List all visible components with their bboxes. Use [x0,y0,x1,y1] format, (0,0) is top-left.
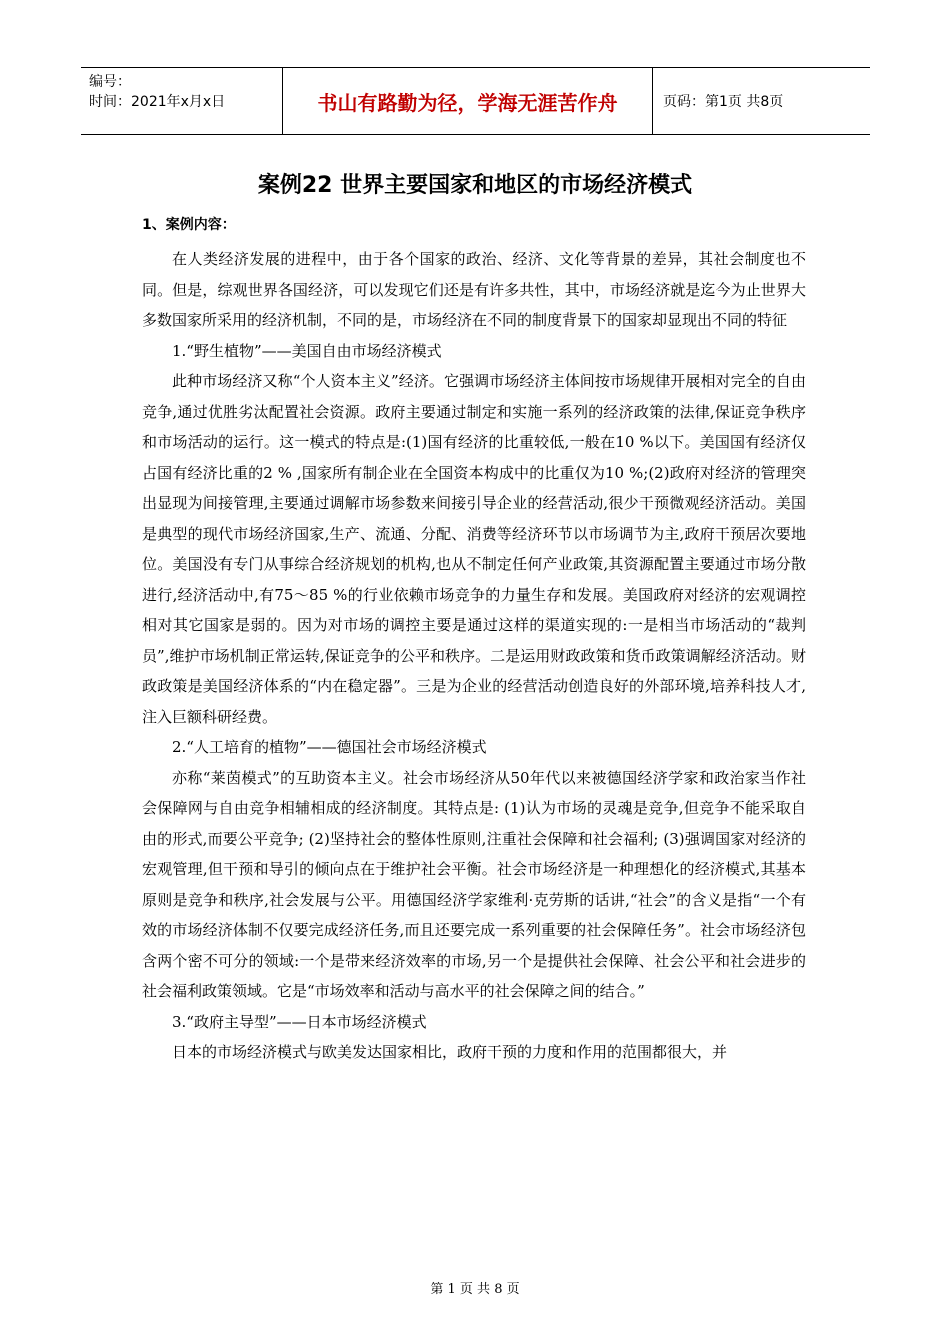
motto-text: 书山有路勤为径，学海无涯苦作舟 [317,90,618,115]
motto-cell [283,68,653,134]
header-meta-cell [81,68,283,134]
date-label: 时间：2021年x月x日 [89,94,226,110]
page-info-cell [653,68,870,134]
subheading-us-model: 1.“野生植物”——美国自由市场经济模式 [172,341,442,360]
subheading-germany-model: 2.“人工培育的植物”——德国社会市场经济模式 [172,738,487,756]
document-body [142,214,806,1068]
header-table [81,67,870,135]
page-footer: 第 1 页 共 8 页 [430,1282,520,1297]
section-heading: 1、案例内容： [142,217,236,233]
japan-model-paragraph: 日本的市场经济模式与欧美发达国家相比，政府干预的力度和作用的范围都很大，并 [172,1043,728,1061]
germany-model-paragraph: 亦称“莱茵模式”的互助资本主义。社会市场经济从50年代以来被德国经济学家和政治家当作社会保障网与自由竞争相辅相成的经济制度。其特点是: (1)认为市场的灵魂是竞争,但竞争不能采取自由的形式,而要公平竞争; (2)坚持社会的整体性原则,注重社会保障和社会福利; (3)强调国家对经济的宏观管理,但干预和导引的倾向点在于维护社会平衡。社会市场经济是一种理想化的经济模式,其基本原则是竞争和秩序,社会发展与公平。用德国经济学家维利·克劳斯的话讲,“社会”的含义是指“一个有效的市场经济体制不仅要完成经济任务,而且还要完成一系列重要的社会保障任务”。社会市场经济包含两个密不可分的领域:一个是带来经济效率的市场,另一个是提供社会保障、社会公平和社会进步的社会福利政策领域。它是“市场效率和活动与高水平的社会保障之间的结合。” [142,768,806,1000]
intro-paragraph: 在人类经济发展的进程中，由于各个国家的政治、经济、文化等背景的差异，其社会制度也不同。但是，综观世界各国经济，可以发现它们还是有许多共性，其中，市场经济就是迄今为止世界大多数国家所采用的经济机制，不同的是，市场经济在不同的制度背景下的国家却显现出不同的特征 [142,250,806,329]
document-title: 案例22 世界主要国家和地区的市场经济模式 [257,173,693,198]
us-model-paragraph: 此种市场经济又称“个人资本主义”经济。它强调市场经济主体间按市场规律开展相对完全的自由竞争,通过优胜劣汰配置社会资源。政府主要通过制定和实施一系列的经济政策的法律,保证竞争秩序和市场活动的运行。这一模式的特点是:(1)国有经济的比重较低,一般在10 %以下。美国国有经济仅占国有经济比重的2 % ,国家所有制企业在全国资本构成中的比重仅为10 %;(2)政府对经济的管理突出显现为间接管理,主要通过调解市场参数来间接引导企业的经营活动,很少干预微观经济活动。美国是典型的现代市场经济国家,生产、流通、分配、消费等经济环节以市场调节为主,政府干预居次要地位。美国没有专门从事综合经济规划的机构,也从不制定任何产业政策,其资源配置主要通过市场分散进行,经济活动中,有75～85 %的行业依赖市场竞争的力量生存和发展。美国政府对经济的宏观调控相对其它国家是弱的。因为对市场的调控主要是通过这样的渠道实现的:一是相当市场活动的“裁判员”,维护市场机制正常运转,保证竞争的公平和秩序。二是运用财政政策和货币政策调解经济活动。财政政策是美国经济体系的“内在稳定器”。三是为企业的经营活动创造良好的外部环境,培养科技人才,注入巨额科研经费。 [142,372,806,726]
subheading-japan-model: 3.“政府主导型”——日本市场经济模式 [172,1012,427,1031]
number-label: 编号： [89,74,131,90]
page-info-text: 页码：第1页 共8页 [663,94,784,110]
